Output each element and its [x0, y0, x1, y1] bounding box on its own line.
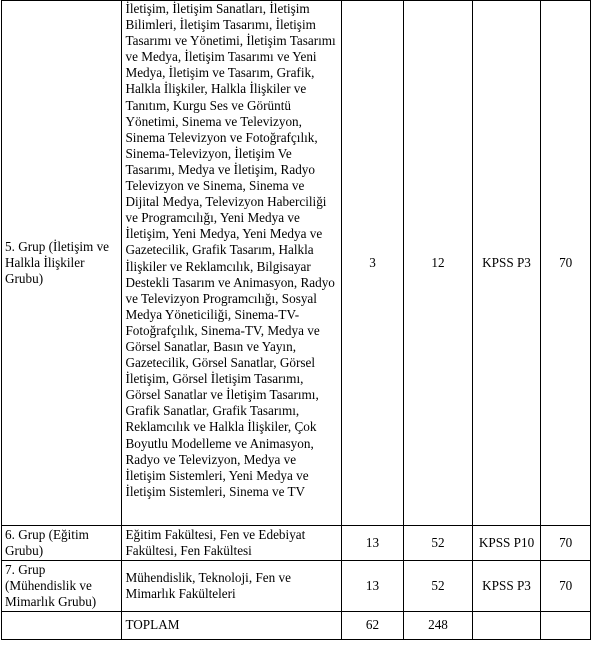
score-type-cell: KPSS P10 — [472, 526, 541, 561]
empty-cell — [2, 612, 122, 640]
table-row — [2, 1, 591, 526]
group-cell: 5. Grup (İletişim ve Halkla İlişkiler Grubu) — [2, 1, 122, 526]
total-row — [2, 612, 591, 640]
empty-cell — [472, 612, 541, 640]
score-cell: 70 — [541, 1, 591, 526]
faculties-cell: İletişim, İletişim Sanatları, İletişim Bilimleri, İletişim Tasarımı, İletişim Tasarımı ve Yönetimi, İletişim Tasarımı ve Medya, İletişim Tasarımı ve Yeni Medya, İletişim ve Tasarım, Grafik, Halkla İlişkiler, Halkla İlişkiler ve Tanıtım, Kurgu Ses ve Görüntü Yönetimi, Sinema ve Televizyon, Sinema Televizyon ve Fotoğrafçılık, Sinema-Televizyon, İletişim Ve Tasarımı, Medya ve İletişim, Radyo Televizyon ve Sinema, Sinema ve Dijital Medya, Televizyon Haberciliği ve Programcılığı, Yeni Medya ve İletişim, Yeni Medya, Yeni Medya ve Gazetecilik, Grafik Tasarım, Halkla İlişkiler ve Reklamcılık, Bilgisayar Destekli Tasarım ve Animasyon, Radyo ve Televizyon Programcılığı, Sosyal Medya Yöneticiliği, Sinema-TV-Fotoğrafçılık, Sinema-TV, Medya ve Görsel Sanatlar, Basın ve Yayın, Gazetecilik, Görsel Sanatlar, Görsel İletişim, Görsel İletişim Tasarımı, Görsel Sanatlar ve İletişim Tasarımı, Grafik Sanatlar, Grafik Tasarımı, Reklamcılık ve Halkla İlişkiler, Çok Boyutlu Modelleme ve Animasyon, Radyo ve Televizyon, Medya ve İletişim Sistemleri, Yeni Medya ve İletişim Sistemleri, Sinema ve TV — [122, 1, 341, 526]
count-cell: 13 — [341, 526, 403, 561]
empty-cell — [541, 612, 591, 640]
total-count: 62 — [341, 612, 403, 640]
count-cell: 13 — [341, 561, 403, 612]
table-row — [2, 526, 591, 561]
total-label: TOPLAM — [122, 612, 341, 640]
total-quota: 248 — [404, 612, 472, 640]
quota-cell: 12 — [404, 1, 472, 526]
score-type-cell: KPSS P3 — [472, 1, 541, 526]
quota-cell: 52 — [404, 526, 472, 561]
quota-cell: 52 — [404, 561, 472, 612]
group-cell: 7. Grup (Mühendislik ve Mimarlık Grubu) — [2, 561, 122, 612]
quota-table — [1, 0, 591, 640]
faculties-cell: Eğitim Fakültesi, Fen ve Edebiyat Fakültesi, Fen Fakültesi — [122, 526, 341, 561]
score-type-cell: KPSS P3 — [472, 561, 541, 612]
score-cell: 70 — [541, 561, 591, 612]
table-row — [2, 561, 591, 612]
faculties-cell: Mühendislik, Teknoloji, Fen ve Mimarlık Fakülteleri — [122, 561, 341, 612]
score-cell: 70 — [541, 526, 591, 561]
count-cell: 3 — [341, 1, 403, 526]
group-cell: 6. Grup (Eğitim Grubu) — [2, 526, 122, 561]
